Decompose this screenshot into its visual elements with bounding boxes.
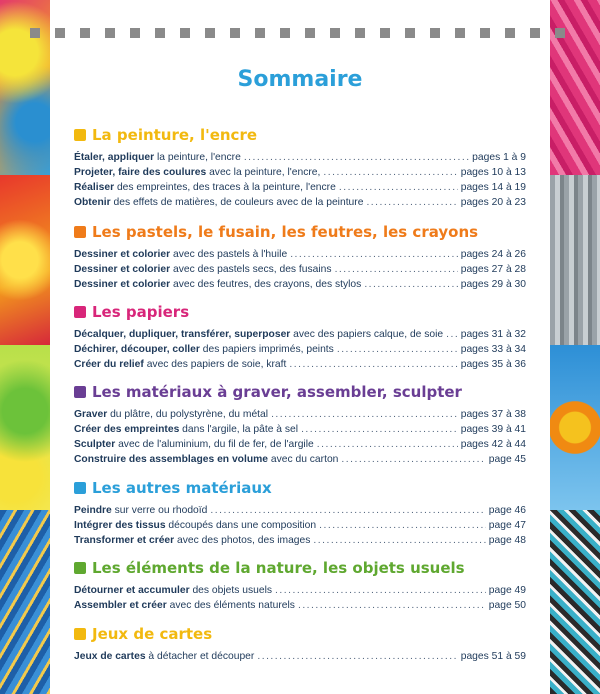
page-ref: pages 51 à 59 xyxy=(460,651,526,662)
toc-entry[interactable]: Peindre sur verre ou rhodoïd ..... page 46 xyxy=(74,503,526,518)
section-header xyxy=(74,383,526,401)
page-ref: pages 33 à 34 xyxy=(460,344,526,355)
section-title: Les éléments de la nature, les objets usuels xyxy=(92,559,465,577)
page-ref: page 49 xyxy=(488,585,526,596)
section-title: Les autres matériaux xyxy=(92,479,272,497)
section-header xyxy=(74,479,526,497)
square-bullet-icon xyxy=(74,129,86,141)
right-art-strip xyxy=(550,0,600,694)
section-papiers xyxy=(74,303,526,372)
page-ref: pages 24 à 26 xyxy=(460,249,526,260)
section-title: Jeux de cartes xyxy=(92,625,213,643)
toc-entry[interactable]: Dessiner et colorier avec des pastels secs, des fusains ..... pages 27 à 28 xyxy=(74,262,526,277)
section-header xyxy=(74,625,526,643)
page-ref: page 45 xyxy=(488,454,526,465)
square-bullet-icon xyxy=(74,306,86,318)
toc-entry[interactable]: Assembler et créer avec des éléments naturels ..... page 50 xyxy=(74,598,526,613)
toc-entry[interactable]: Déchirer, découper, coller des papiers imprimés, peints ..... pages 33 à 34 xyxy=(74,342,526,357)
page-ref: pages 29 à 30 xyxy=(460,279,526,290)
section-cartes xyxy=(74,625,526,664)
art-tile-pink-pattern xyxy=(550,0,600,175)
section-pastels xyxy=(74,223,526,292)
toc-entry[interactable]: Graver du plâtre, du polystyrène, du métal ..... pages 37 à 38 xyxy=(74,407,526,422)
toc-entry[interactable]: Construire des assemblages en volume avec du carton ..... page 45 xyxy=(74,452,526,467)
toc-entry[interactable]: Réaliser des empreintes, des traces à la peinture, l'encre ..... pages 14 à 19 xyxy=(74,180,526,195)
contents-page xyxy=(50,0,550,694)
page-ref: pages 35 à 36 xyxy=(460,359,526,370)
section-header xyxy=(74,126,526,144)
page-ref: page 48 xyxy=(488,535,526,546)
art-tile-metal-relief xyxy=(550,175,600,345)
section-graver xyxy=(74,383,526,467)
square-bullet-icon xyxy=(74,482,86,494)
art-tile-red-orange xyxy=(0,175,50,345)
toc-entry[interactable]: Étaler, appliquer la peinture, l'encre ..... pages 1 à 9 xyxy=(74,150,526,165)
page-ref: page 46 xyxy=(488,505,526,516)
section-title: Les papiers xyxy=(92,303,190,321)
page-ref: pages 27 à 28 xyxy=(460,264,526,275)
page-ref: pages 39 à 41 xyxy=(460,424,526,435)
section-header xyxy=(74,559,526,577)
section-header xyxy=(74,303,526,321)
section-peinture xyxy=(74,126,526,210)
page-ref: pages 20 à 23 xyxy=(460,197,526,208)
art-tile-collage xyxy=(550,510,600,694)
toc-entry[interactable]: Jeux de cartes à détacher et découper ..... pages 51 à 59 xyxy=(74,649,526,664)
art-tile-green-splash xyxy=(0,345,50,510)
section-title: La peinture, l'encre xyxy=(92,126,258,144)
toc-entry[interactable]: Dessiner et colorier avec des pastels à l'huile ..... pages 24 à 26 xyxy=(74,247,526,262)
page-ref: pages 1 à 9 xyxy=(472,152,526,163)
page-ref: pages 14 à 19 xyxy=(460,182,526,193)
toc-entry[interactable]: Créer des empreintes dans l'argile, la pâte à sel ..... pages 39 à 41 xyxy=(74,422,526,437)
art-tile-paint-splash xyxy=(0,0,50,175)
square-bullet-icon xyxy=(74,628,86,640)
binder-hole xyxy=(555,28,565,38)
square-bullet-icon xyxy=(74,226,86,238)
section-autres xyxy=(74,479,526,548)
page-ref: pages 31 à 32 xyxy=(460,329,526,340)
art-tile-blue-strokes xyxy=(0,510,50,694)
toc-entry[interactable]: Sculpter avec de l'aluminium, du fil de fer, de l'argile ..... pages 42 à 44 xyxy=(74,437,526,452)
section-header xyxy=(74,223,526,241)
toc-entry[interactable]: Détourner et accumuler des objets usuels ..... page 49 xyxy=(74,583,526,598)
toc-entry[interactable]: Projeter, faire des coulures avec la peinture, l'encre, ..... pages 10 à 13 xyxy=(74,165,526,180)
toc-entry[interactable]: Créer du relief avec des papiers de soie, kraft ..... pages 35 à 36 xyxy=(74,357,526,372)
toc-entry[interactable]: Décalquer, dupliquer, transférer, superposer avec des papiers calque, de soie ..... pages 31 à 32 xyxy=(74,327,526,342)
page-ref: page 50 xyxy=(488,600,526,611)
square-bullet-icon xyxy=(74,562,86,574)
square-bullet-icon xyxy=(74,386,86,398)
binder-hole xyxy=(30,28,40,38)
page-ref: page 47 xyxy=(488,520,526,531)
art-tile-sun xyxy=(550,345,600,510)
toc-entry[interactable]: Intégrer des tissus découpés dans une composition ..... page 47 xyxy=(74,518,526,533)
page-ref: pages 42 à 44 xyxy=(460,439,526,450)
section-title: Les matériaux à graver, assembler, sculpter xyxy=(92,383,462,401)
toc-entry[interactable]: Obtenir des effets de matières, de couleurs avec de la peinture ..... pages 20 à 23 xyxy=(74,195,526,210)
section-nature xyxy=(74,559,526,613)
page-ref: pages 10 à 13 xyxy=(460,167,526,178)
section-title: Les pastels, le fusain, les feutres, les crayons xyxy=(92,223,479,241)
toc-entry[interactable]: Transformer et créer avec des photos, des images ..... page 48 xyxy=(74,533,526,548)
left-art-strip xyxy=(0,0,50,694)
toc-entry[interactable]: Dessiner et colorier avec des feutres, des crayons, des stylos ..... pages 29 à 30 xyxy=(74,277,526,292)
page-title: Sommaire xyxy=(237,67,363,92)
page-ref: pages 37 à 38 xyxy=(460,409,526,420)
